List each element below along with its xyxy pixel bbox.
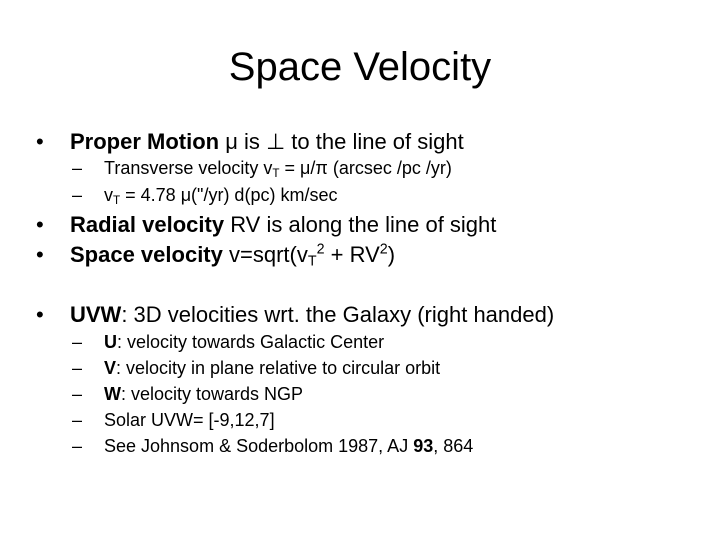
dash-glyph: –	[72, 358, 83, 378]
subitem-v	[104, 357, 440, 379]
space-velocity-sub: T	[307, 253, 317, 270]
space-velocity-term: Space velocity	[70, 242, 223, 267]
w-term: W	[104, 384, 121, 404]
u-text: : velocity towards Galactic Center	[117, 332, 385, 352]
w-text: : velocity towards NGP	[121, 384, 304, 404]
bullet-space-velocity	[70, 241, 395, 276]
transverse-pre: Transverse velocity v	[104, 158, 273, 178]
transverse-post: = μ/π (arcsec /pc /yr)	[279, 158, 452, 178]
bullet-glyph: •	[36, 129, 44, 154]
dash-glyph: –	[72, 158, 83, 178]
bullet-uvw	[70, 301, 554, 329]
subitem-reference	[104, 435, 473, 457]
proper-motion-term: Proper Motion	[70, 129, 220, 154]
bullet-radial-velocity	[70, 211, 496, 239]
subitem-w	[104, 383, 303, 405]
dash-glyph: –	[72, 332, 83, 352]
space-velocity-post: )	[387, 242, 396, 267]
uvw-term: UVW	[70, 302, 122, 327]
reference-pre: See Johnsom & Soderbolom 1987, AJ	[104, 436, 414, 456]
space-velocity-sup2: 2	[379, 241, 388, 258]
space-velocity-mid: + RV	[324, 242, 380, 267]
uvw-text: : 3D velocities wrt. the Galaxy (right handed)	[121, 302, 555, 327]
dash-glyph: –	[72, 436, 83, 456]
vt-pre: v	[104, 185, 113, 205]
subitem-solar-uvw: Solar UVW= [-9,12,7]	[104, 410, 275, 430]
bullet-glyph: •	[36, 302, 44, 327]
reference-volume: 93	[413, 436, 434, 456]
subitem-vt-formula	[104, 184, 337, 212]
radial-text: RV is along the line of sight	[224, 212, 497, 237]
proper-motion-text: μ is ⊥ to the line of sight	[219, 129, 464, 154]
space-velocity-sup: 2	[316, 241, 325, 258]
dash-glyph: –	[72, 185, 83, 205]
subitem-transverse-velocity	[104, 157, 452, 185]
u-term: U	[104, 332, 117, 352]
vt-post: = 4.78 μ("/yr) d(pc) km/sec	[120, 185, 338, 205]
dash-glyph: –	[72, 410, 83, 430]
transverse-sub: T	[272, 166, 280, 180]
bullet-proper-motion	[70, 128, 464, 156]
v-text: : velocity in plane relative to circular orbit	[116, 358, 441, 378]
subitem-u	[104, 331, 384, 353]
bullet-glyph: •	[36, 212, 44, 237]
radial-term: Radial velocity	[70, 212, 225, 237]
vt-sub: T	[113, 193, 121, 207]
space-velocity-pre: v=sqrt(v	[222, 242, 308, 267]
slide-title: Space Velocity	[228, 45, 492, 89]
v-term: V	[104, 358, 117, 378]
reference-post: , 864	[433, 436, 474, 456]
bullet-glyph: •	[36, 242, 44, 267]
dash-glyph: –	[72, 384, 83, 404]
